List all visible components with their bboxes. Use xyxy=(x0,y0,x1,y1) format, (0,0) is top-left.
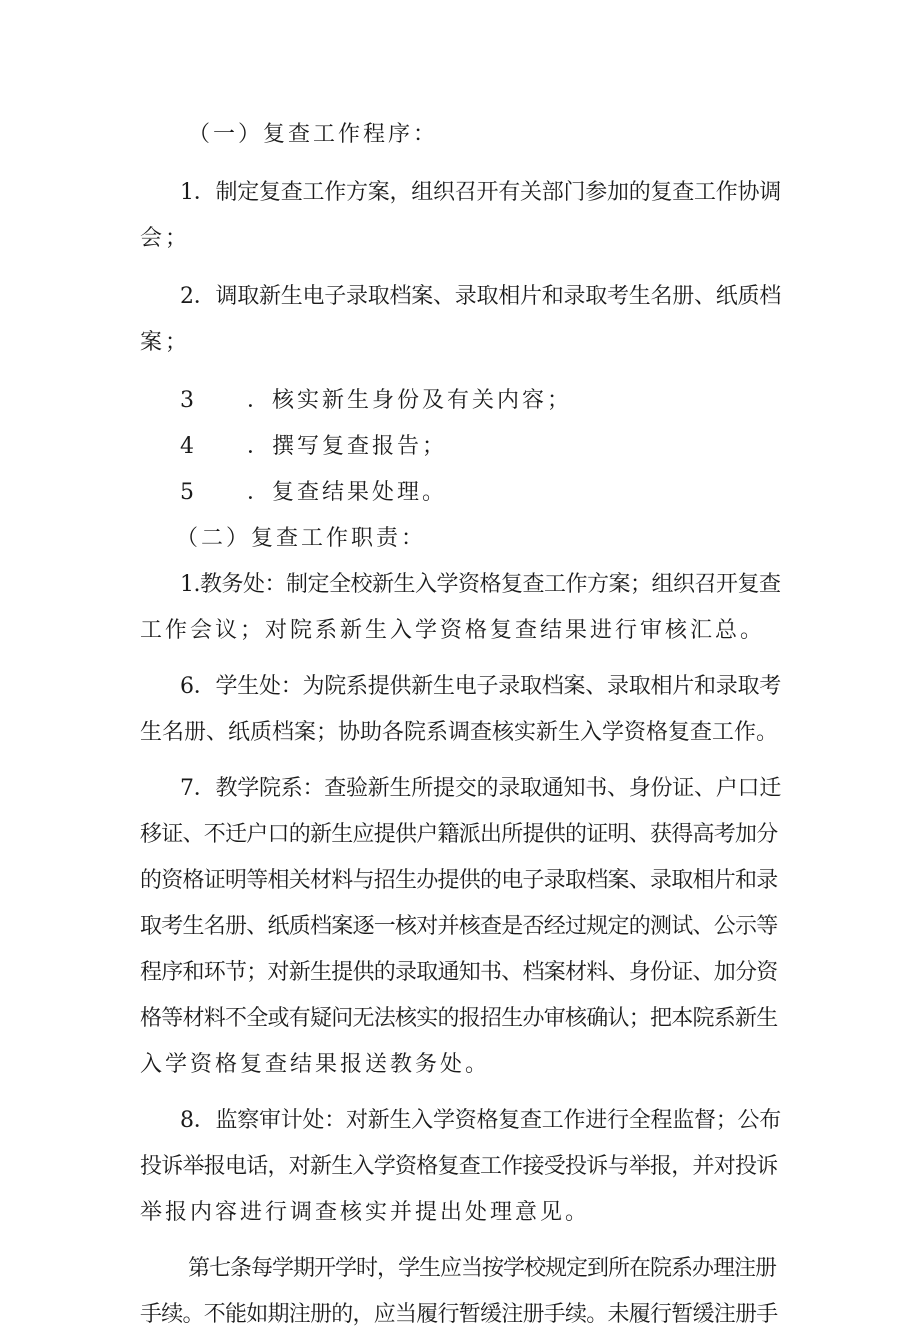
text-line: 举报内容进行调查核实并提出处理意见。 xyxy=(140,1200,591,1225)
text-line: 的资格证明等相关材料与招生办提供的电子录取档案、录取相片和录 xyxy=(140,868,778,893)
text-line: 5 ．复查结果处理。 xyxy=(180,480,447,505)
document-body xyxy=(140,112,782,1338)
text-line: （一）复查工作程序： xyxy=(188,122,439,147)
text-line: 格等材料不全或有疑问无法核实的报招生办审核确认；把本院系新生 xyxy=(140,1006,778,1031)
text-line: 6．学生处：为院系提供新生电子录取档案、录取相片和录取考 xyxy=(180,674,781,699)
text-line: 生名册、纸质档案；协助各院系调查核实新生入学资格复查工作。 xyxy=(140,720,779,745)
text-line: 2．调取新生电子录取档案、录取相片和录取考生名册、纸质档 xyxy=(180,284,781,309)
text-line: 案； xyxy=(140,330,191,355)
text-line: 投诉举报电话，对新生入学资格复查工作接受投诉与举报，并对投诉 xyxy=(140,1154,778,1179)
text-line: 取考生名册、纸质档案逐一核对并核查是否经过规定的测试、公示等 xyxy=(140,914,778,939)
text-line: 移证、不迁户口的新生应提供户籍派出所提供的证明、获得高考加分 xyxy=(140,822,778,847)
text-line: 工作会议；对院系新生入学资格复查结果进行审核汇总。 xyxy=(140,618,766,643)
text-line: 1.教务处：制定全校新生入学资格复查工作方案；组织召开复查 xyxy=(180,572,781,597)
text-line: （二）复查工作职责： xyxy=(176,526,427,551)
text-line: 8．监察审计处：对新生入学资格复查工作进行全程监督；公布 xyxy=(180,1108,781,1133)
text-line: 会； xyxy=(140,226,191,251)
text-line: 7．教学院系：查验新生所提交的录取通知书、身份证、户口迁 xyxy=(180,776,781,801)
text-line: 3 ．核实新生身份及有关内容； xyxy=(180,388,572,413)
text-line: 入学资格复查结果报送教务处。 xyxy=(140,1052,491,1077)
text-line: 手续。不能如期注册的，应当履行暂缓注册手续。未履行暂缓注册手 xyxy=(140,1302,778,1327)
text-line: 1．制定复查工作方案，组织召开有关部门参加的复查工作协调 xyxy=(180,180,781,205)
text-line: 第七条每学期开学时，学生应当按学校规定到所在院系办理注册 xyxy=(188,1256,777,1281)
text-line: 程序和环节；对新生提供的录取通知书、档案材料、身份证、加分资 xyxy=(140,960,778,985)
text-line: 4 ．撰写复查报告； xyxy=(180,434,447,459)
